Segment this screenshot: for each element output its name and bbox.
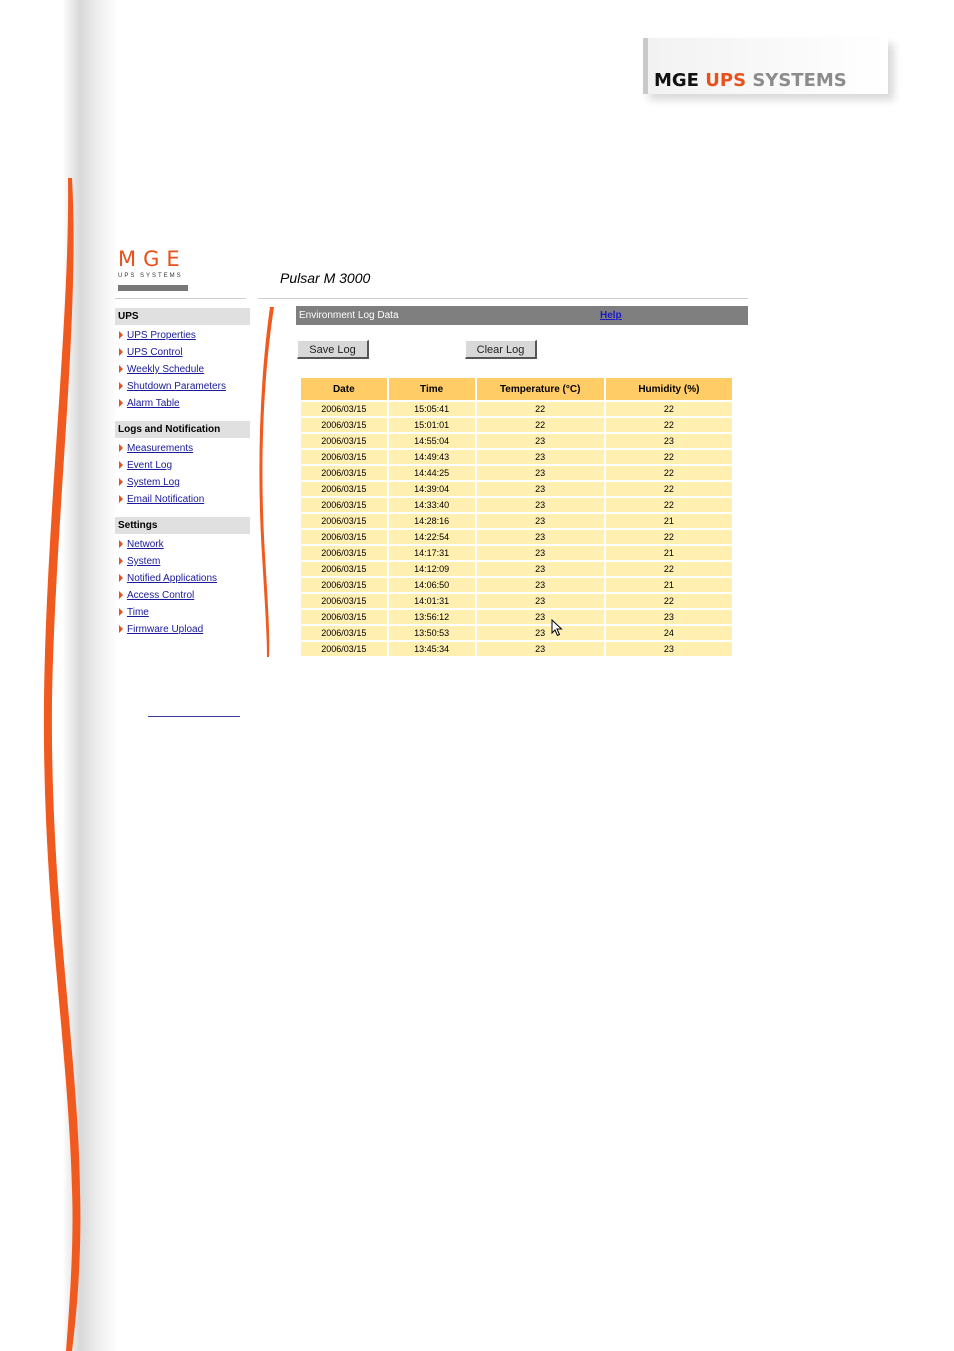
logo-letters: MGE [118,247,187,271]
sidebar-item[interactable] [115,345,250,362]
table-cell: 23 [476,577,605,593]
table-row [301,401,733,417]
table-cell: 22 [476,401,605,417]
table-cell: 14:44:25 [388,465,476,481]
triangle-bullet-icon [119,444,123,452]
sidebar-section-title: Logs and Notification [115,421,250,438]
table-cell: 23 [476,497,605,513]
sidebar-item[interactable] [115,396,250,413]
table-cell: 15:01:01 [388,417,476,433]
sidebar-item-link[interactable]: UPS Control [127,347,183,358]
table-cell: 2006/03/15 [301,609,388,625]
table-cell: 2006/03/15 [301,513,388,529]
sidebar-item-link[interactable]: Weekly Schedule [127,364,205,375]
table-cell: 2006/03/15 [301,561,388,577]
table-row [301,449,733,465]
table-cell: 23 [476,465,605,481]
column-header: Date [301,378,388,401]
table-row [301,641,733,657]
triangle-bullet-icon [119,461,123,469]
panel-header [296,306,748,325]
sidebar-item[interactable] [115,328,250,345]
sidebar-item-link[interactable]: Network [127,539,164,550]
logo-bar [118,285,188,291]
table-cell: 23 [476,433,605,449]
header-rule-left [115,298,246,299]
sidebar-item-link[interactable]: System [127,556,161,567]
sidebar-item-link[interactable]: UPS Properties [127,330,196,341]
table-cell: 2006/03/15 [301,641,388,657]
table-cell: 14:55:04 [388,433,476,449]
table-row [301,481,733,497]
table-cell: 23 [476,545,605,561]
sidebar-menu-list [115,441,250,509]
page-brand-logo [643,38,888,94]
sidebar-item[interactable] [115,379,250,396]
triangle-bullet-icon [119,495,123,503]
table-cell: 2006/03/15 [301,577,388,593]
column-header: Temperature (°C) [476,378,605,401]
triangle-bullet-icon [119,557,123,565]
triangle-bullet-icon [119,399,123,407]
sidebar-item-link[interactable]: Notified Applications [127,573,218,584]
table-cell: 2006/03/15 [301,401,388,417]
table-cell: 23 [476,593,605,609]
table-cell: 13:45:34 [388,641,476,657]
table-cell: 2006/03/15 [301,593,388,609]
sidebar-item-link[interactable]: Time [127,607,149,618]
table-cell: 23 [476,481,605,497]
table-cell: 21 [605,513,733,529]
sidebar-item[interactable] [115,554,250,571]
table-cell: 14:12:09 [388,561,476,577]
triangle-bullet-icon [119,574,123,582]
table-cell: 23 [476,625,605,641]
sidebar-item[interactable] [115,492,250,509]
table-cell: 2006/03/15 [301,449,388,465]
web-interface-screenshot [115,245,755,660]
sidebar-item[interactable] [115,475,250,492]
device-model-title: Pulsar M 3000 [280,270,371,286]
table-cell: 14:01:31 [388,593,476,609]
table-cell: 22 [605,497,733,513]
table-cell: 2006/03/15 [301,497,388,513]
save-log-button[interactable]: Save Log [297,340,369,359]
table-cell: 14:39:04 [388,481,476,497]
table-row [301,513,733,529]
table-row [301,561,733,577]
table-cell: 13:50:53 [388,625,476,641]
table-body [301,401,733,657]
footer-link-underline [148,716,240,717]
sidebar-item-link[interactable]: Firmware Upload [127,624,204,635]
table-cell: 23 [605,609,733,625]
mouse-pointer-icon [551,619,563,637]
sidebar-item-link[interactable]: Measurements [127,443,194,454]
table-cell: 2006/03/15 [301,545,388,561]
table-cell: 13:56:12 [388,609,476,625]
table-cell: 2006/03/15 [301,433,388,449]
table-row [301,529,733,545]
triangle-bullet-icon [119,365,123,373]
table-cell: 23 [476,449,605,465]
table-cell: 23 [476,641,605,657]
table-cell: 14:06:50 [388,577,476,593]
sidebar-item-link[interactable]: Event Log [127,460,173,471]
triangle-bullet-icon [119,540,123,548]
sidebar-section-title: Settings [115,517,250,534]
table-cell: 15:05:41 [388,401,476,417]
table-row [301,609,733,625]
table-row [301,593,733,609]
sidebar-item[interactable] [115,537,250,554]
panel-title: Environment Log Data [299,310,399,321]
help-link[interactable]: Help [600,310,622,321]
table-cell: 14:28:16 [388,513,476,529]
sidebar-item-link[interactable]: System Log [127,477,180,488]
triangle-bullet-icon [119,591,123,599]
sidebar-item[interactable] [115,441,250,458]
table-row [301,465,733,481]
sidebar-item-link[interactable]: Shutdown Parameters [127,381,226,392]
table-cell: 22 [605,593,733,609]
table-cell: 23 [605,433,733,449]
table-cell: 22 [605,417,733,433]
table-cell: 14:22:54 [388,529,476,545]
brand-ups: UPS [705,70,747,91]
table-cell: 2006/03/15 [301,529,388,545]
brand-mge: MGE [654,70,699,91]
logo-subtitle: UPS SYSTEMS [118,273,183,279]
sidebar-item-link[interactable]: Access Control [127,590,195,601]
triangle-bullet-icon [119,331,123,339]
environment-log-table [301,378,734,658]
table-cell: 22 [476,417,605,433]
sidebar-item-link[interactable]: Email Notification [127,494,205,505]
table-cell: 2006/03/15 [301,625,388,641]
column-header: Humidity (%) [605,378,733,401]
brand-systems: SYSTEMS [752,70,847,91]
column-header: Time [388,378,476,401]
table-cell: 23 [476,529,605,545]
table-cell: 22 [605,529,733,545]
divider-swoosh [257,305,277,657]
sidebar-item[interactable] [115,458,250,475]
triangle-bullet-icon [119,382,123,390]
page-edge-swoosh [0,0,140,1351]
table-cell: 14:17:31 [388,545,476,561]
table-header-row [301,378,733,401]
table-row [301,497,733,513]
table-cell: 22 [605,449,733,465]
sidebar-item[interactable] [115,605,250,622]
table-cell: 14:33:40 [388,497,476,513]
header-rule-right [258,298,748,299]
triangle-bullet-icon [119,608,123,616]
table-cell: 23 [476,561,605,577]
sidebar-menu-list [115,537,250,639]
clear-log-button[interactable]: Clear Log [465,340,537,359]
sidebar-section-title: UPS [115,308,250,325]
sidebar-item[interactable] [115,588,250,605]
table-row [301,625,733,641]
table-cell: 24 [605,625,733,641]
table-cell: 22 [605,561,733,577]
table-row [301,545,733,561]
triangle-bullet-icon [119,478,123,486]
table-cell: 22 [605,481,733,497]
sidebar-item[interactable] [115,571,250,588]
table-row [301,433,733,449]
table-cell: 14:49:43 [388,449,476,465]
table-cell: 2006/03/15 [301,417,388,433]
table-row [301,577,733,593]
table-cell: 23 [605,641,733,657]
sidebar-menu-list [115,328,250,413]
sidebar-menu [115,308,250,647]
table-cell: 21 [605,577,733,593]
triangle-bullet-icon [119,348,123,356]
mge-logo [118,249,190,295]
table-cell: 23 [476,609,605,625]
table-cell: 22 [605,401,733,417]
sidebar-item-link[interactable]: Alarm Table [127,398,180,409]
table-row [301,417,733,433]
table-cell: 21 [605,545,733,561]
sidebar-item[interactable] [115,622,250,639]
table-cell: 23 [476,513,605,529]
table-cell: 22 [605,465,733,481]
table-cell: 2006/03/15 [301,481,388,497]
sidebar-item[interactable] [115,362,250,379]
triangle-bullet-icon [119,625,123,633]
table-cell: 2006/03/15 [301,465,388,481]
